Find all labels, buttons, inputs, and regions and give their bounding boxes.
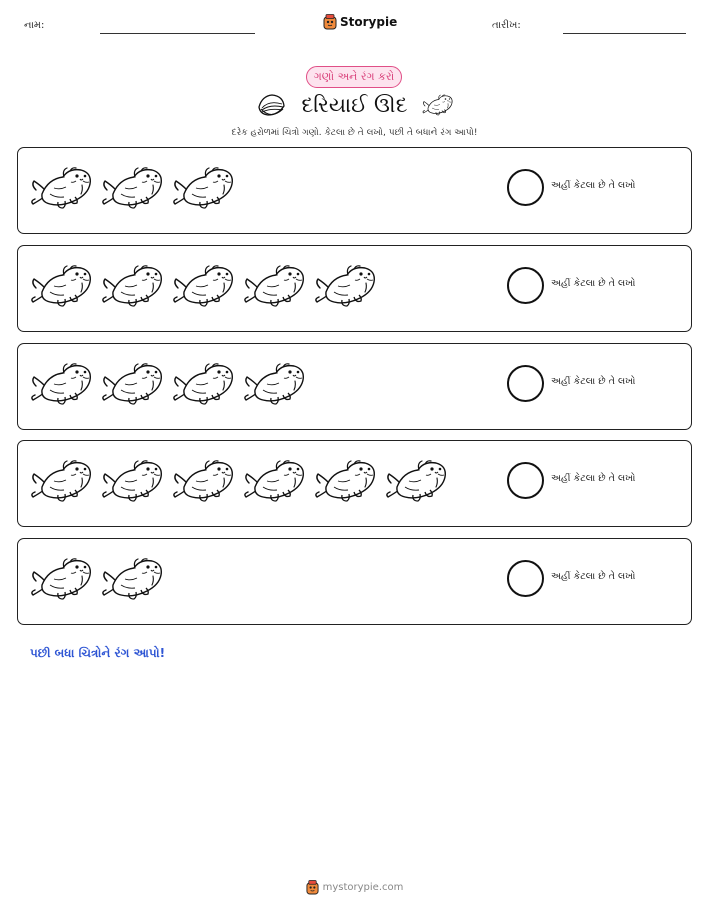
seal-group: [30, 555, 165, 605]
seal-icon: [30, 555, 94, 603]
name-field[interactable]: [100, 33, 255, 34]
date-field[interactable]: [563, 33, 686, 34]
seal-icon: [30, 164, 94, 212]
seal-group: [30, 360, 307, 410]
count-row-5: [17, 538, 692, 625]
answer-label: અહીં કેટલા છે તે લખો: [551, 180, 636, 191]
seal-icon: [243, 262, 307, 310]
seal-icon: [243, 360, 307, 408]
answer-circle[interactable]: [507, 365, 544, 402]
seal-group: [30, 262, 378, 312]
site-footer: [0, 880, 709, 895]
seal-icon: [172, 262, 236, 310]
answer-circle[interactable]: [507, 560, 544, 597]
seal-group: [30, 457, 449, 507]
seal-icon: [172, 457, 236, 505]
coloring-reminder: પછી બધા ચિત્રોને રંગ આપો!: [30, 646, 166, 660]
brand-name: Storypie: [340, 15, 398, 29]
seal-icon: [101, 457, 165, 505]
storypie-mascot-icon: [323, 14, 337, 30]
worksheet-header: [0, 14, 709, 38]
storypie-mascot-icon: [306, 880, 319, 895]
clam-shell-icon: [256, 93, 286, 119]
seal-icon: [30, 457, 94, 505]
site-url: mystorypie.com: [322, 882, 404, 893]
seal-icon: [101, 164, 165, 212]
page-title: દરિયાઈ ઊદ: [301, 93, 408, 117]
answer-label: અહીં કેટલા છે તે લખો: [551, 278, 636, 289]
seal-icon: [172, 164, 236, 212]
count-row-2: [17, 245, 692, 332]
activity-badge: ગણો અને રંગ કરો: [306, 66, 402, 88]
seal-icon: [30, 360, 94, 408]
seal-icon: [243, 457, 307, 505]
seal-icon: [30, 262, 94, 310]
seal-icon: [421, 93, 455, 117]
name-label: નામ:: [24, 20, 45, 31]
seal-icon: [172, 360, 236, 408]
date-label: તારીખ:: [492, 20, 521, 31]
count-row-4: [17, 440, 692, 527]
answer-label: અહીં કેટલા છે તે લખો: [551, 376, 636, 387]
seal-icon: [101, 262, 165, 310]
count-row-1: [17, 147, 692, 234]
seal-icon: [385, 457, 449, 505]
count-row-3: [17, 343, 692, 430]
seal-icon: [101, 360, 165, 408]
storypie-logo: [323, 14, 397, 30]
seal-group: [30, 164, 236, 214]
answer-label: અહીં કેટલા છે તે લખો: [551, 473, 636, 484]
instructions: દરેક હરોળમાં ચિત્રો ગણો. કેટલા છે તે લખો, પછી તે બધાને રંગ આપો!: [231, 128, 478, 138]
answer-circle[interactable]: [507, 267, 544, 304]
answer-circle[interactable]: [507, 462, 544, 499]
answer-label: અહીં કેટલા છે તે લખો: [551, 571, 636, 582]
seal-icon: [101, 555, 165, 603]
seal-icon: [314, 457, 378, 505]
title-row: [0, 92, 709, 122]
answer-circle[interactable]: [507, 169, 544, 206]
seal-icon: [314, 262, 378, 310]
